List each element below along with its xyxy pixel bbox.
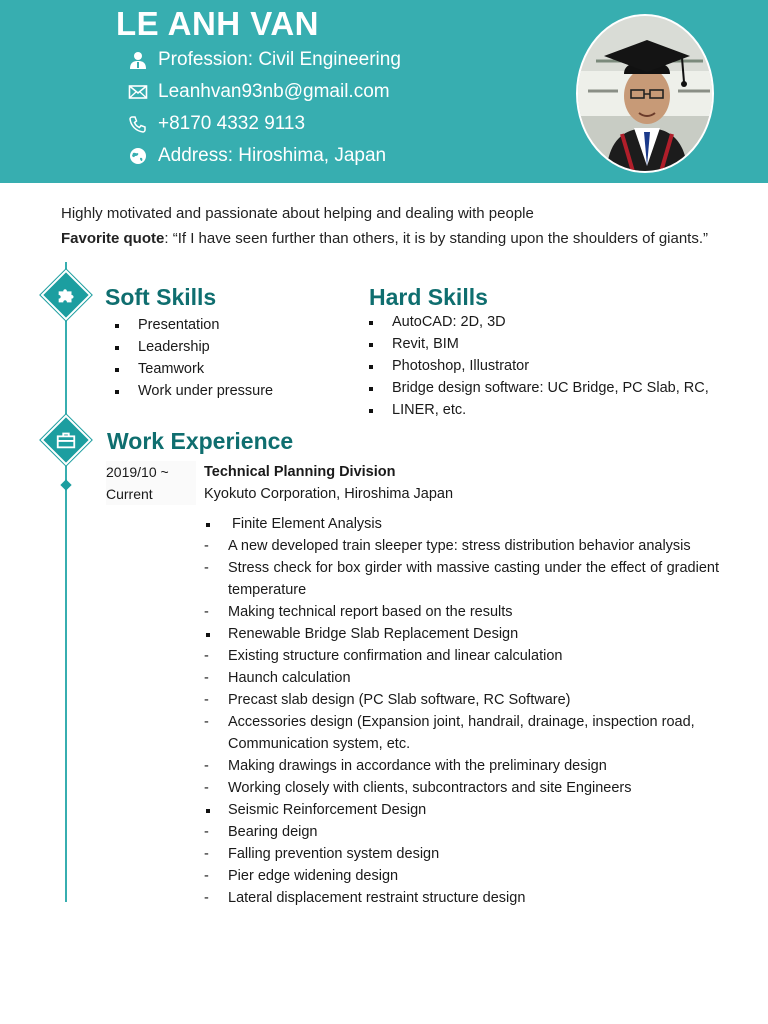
address-line [127,143,386,169]
dash-marker: - [204,538,209,554]
task-item [204,689,719,711]
task-item [204,777,719,799]
phone-icon [127,113,149,135]
list-item: Revit, BIM [369,333,709,355]
task-text: Pier edge widening design [228,868,399,884]
list-item: Teamwork [115,358,273,380]
briefcase-icon [54,428,78,452]
task-text: Precast slab design (PC Slab software, RC Software) [228,692,571,708]
task-text: Finite Element Analysis [232,516,382,532]
job-role: Technical Planning Division [204,464,396,480]
dash-marker: - [204,560,209,576]
hard-skills-heading: Hard Skills [369,284,488,310]
task-text: Accessories design (Expansion joint, handrail, drainage, inspection road, Communication system, etc. [228,714,695,752]
task-item [204,843,719,865]
employment-period [106,461,196,505]
list-item: Leadership [115,336,273,358]
dash-marker: - [204,692,209,708]
dash-marker: - [204,868,209,884]
list-item: AutoCAD: 2D, 3D [369,311,709,333]
task-text: Haunch calculation [228,670,351,686]
task-text: A new developed train sleeper type: stress distribution behavior analysis [228,538,691,554]
dash-marker: - [204,670,209,686]
favorite-quote [61,226,708,251]
address-text: Address: Hiroshima, Japan [158,145,387,166]
graduate-portrait-image [578,16,714,173]
task-item [204,887,719,909]
date-to: Current [106,486,153,502]
candidate-name: LE ANH VAN [116,5,319,42]
task-item [204,667,719,689]
task-item [204,821,719,843]
task-list [204,513,719,909]
profile-photo [576,14,714,173]
dash-marker: - [204,714,209,730]
task-item [204,755,719,777]
timeline-line [65,262,67,902]
task-text: Making technical report based on the results [228,604,513,620]
task-text: Working closely with clients, subcontractors and site Engineers [228,780,632,796]
phone-line [127,111,305,137]
puzzle-icon [54,283,78,307]
soft-skills-list [115,314,273,402]
timeline-dot [60,479,71,490]
list-item: Photoshop, Illustrator [369,355,709,377]
list-item: LINER, etc. [369,399,709,421]
task-category [204,799,719,821]
task-text: Stress check for box girder with massive casting under the effect of gradient temperature [228,560,719,598]
profession-line [127,47,401,73]
task-text: Lateral displacement restraint structure design [228,890,526,906]
list-item: Work under pressure [115,380,273,402]
dash-marker: - [204,758,209,774]
task-text: Renewable Bridge Slab Replacement Design [228,626,519,642]
task-item [204,601,719,623]
dash-marker: - [204,648,209,664]
globe-icon [127,145,149,167]
profile-summary [61,201,708,251]
task-category [204,623,719,645]
quote-text: : “If I have seen further than others, it is by standing upon the shoulders of giants.” [164,230,709,247]
envelope-icon [127,81,149,103]
person-icon [127,49,149,71]
task-item [204,535,719,557]
task-item [204,865,719,887]
email-link[interactable]: Leanhvan93nb@gmail.com [158,81,390,102]
hard-skills-list [369,311,709,421]
dash-marker: - [204,890,209,906]
task-item [204,711,719,755]
task-text: Making drawings in accordance with the preliminary design [228,758,607,774]
task-text: Existing structure confirmation and linear calculation [228,648,563,664]
work-experience-heading: Work Experience [107,428,294,454]
list-item: Bridge design software: UC Bridge, PC Slab, RC, [369,377,709,399]
email-line [127,79,390,105]
task-item [204,557,719,601]
dash-marker: - [204,846,209,862]
date-from: 2019/10 ~ [106,464,169,480]
dash-marker: - [204,604,209,620]
header-banner [0,0,768,183]
task-item [204,645,719,667]
company-name: Kyokuto Corporation, Hiroshima Japan [204,486,454,502]
summary-text: Highly motivated and passionate about helping and dealing with people [61,205,534,222]
task-text: Bearing deign [228,824,318,840]
task-category [204,513,719,535]
list-item: Presentation [115,314,273,336]
profession-text: Profession: Civil Engineering [158,49,401,70]
task-text: Seismic Reinforcement Design [228,802,427,818]
phone-number[interactable]: +8170 4332 9113 [158,113,306,134]
task-text: Falling prevention system design [228,846,440,862]
dash-marker: - [204,824,209,840]
dash-marker: - [204,780,209,796]
soft-skills-heading: Soft Skills [105,284,217,310]
quote-label: Favorite quote [61,230,165,247]
